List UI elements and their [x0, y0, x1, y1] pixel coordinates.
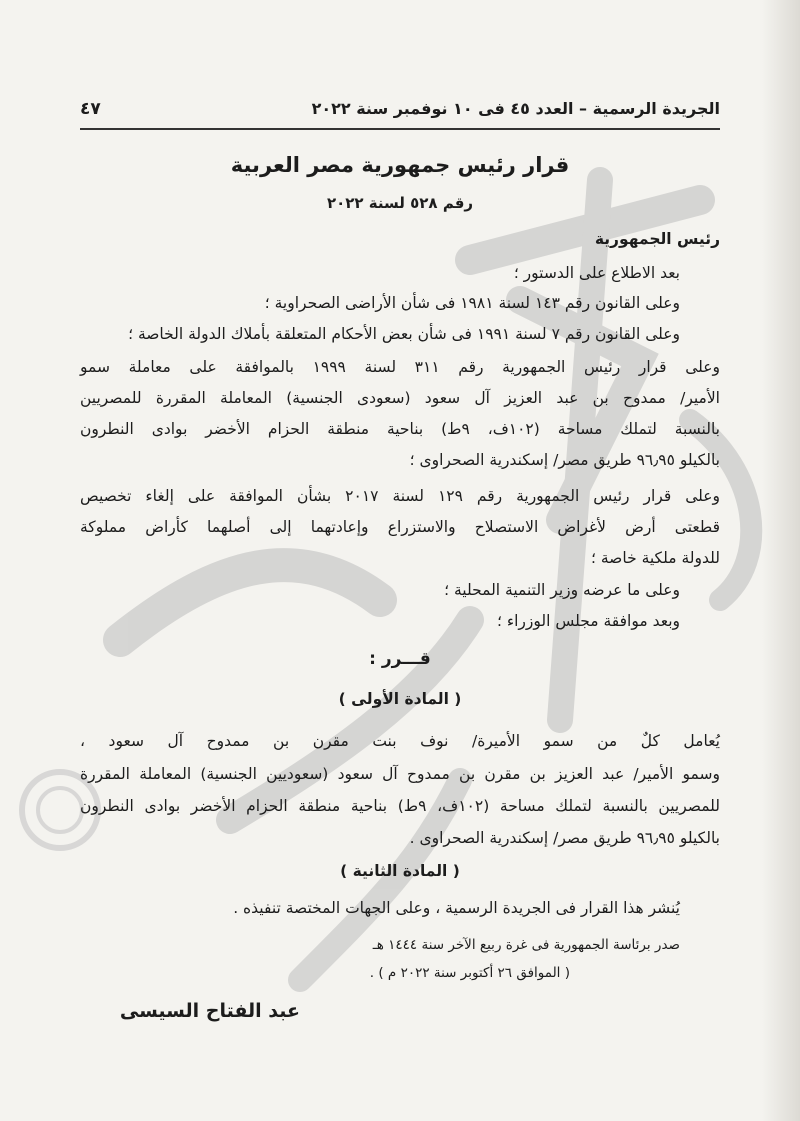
preamble-line: وعلى قرار رئيس الجمهورية رقم ١٢٩ لسنة ٢٠١٧ بشأن الموافقة على إلغاء تخصيص [80, 487, 720, 505]
article-2-heading: ( المادة الثانية ) [340, 862, 460, 880]
preamble-line: وعلى القانون رقم ١٤٣ لسنة ١٩٨١ فى شأن الأراضى الصحراوية ؛ [264, 294, 680, 312]
page-edge-shadow [762, 0, 800, 1121]
header-rule [80, 128, 720, 130]
issued-date-gregorian: ( الموافق ٢٦ أكتوبر سنة ٢٠٢٢ م ) . [369, 965, 570, 981]
preamble-line: وعلى قرار رئيس الجمهورية رقم ٣١١ لسنة ١٩٩٩ بالموافقة على معاملة سمو [80, 358, 720, 376]
preamble-line: قطعتى أرض لأغراض الاستصلاح والاستزراع وإعادتهما إلى أصلهما كأراض مملوكة [80, 518, 720, 536]
preamble-line: بعد الاطلاع على الدستور ؛ [513, 264, 680, 282]
gazette-header-text: الجريدة الرسمية – العدد ٤٥ فى ١٠ نوفمبر سنة ٢٠٢٢ [311, 99, 720, 118]
article-1-line: بالكيلو ٩٦٫٩٥ طريق مصر/ إسكندرية الصحراوى . [409, 829, 720, 847]
article-1-line: وسمو الأمير/ عبد العزيز بن مقرن بن ممدوح آل سعود (سعوديين الجنسية) المعاملة المقررة [80, 765, 720, 783]
decree-title: قرار رئيس جمهورية مصر العربية [230, 153, 570, 177]
preamble-line: للدولة ملكية خاصة ؛ [591, 549, 720, 567]
article-1-heading: ( المادة الأولى ) [338, 690, 462, 708]
preamble-line: وعلى ما عرضه وزير التنمية المحلية ؛ [444, 581, 680, 599]
document-page [80, 0, 720, 1121]
preamble-line: بالكيلو ٩٦٫٩٥ طريق مصر/ إسكندرية الصحراوى ؛ [409, 451, 720, 469]
decree-number: رقم ٥٢٨ لسنة ٢٠٢٢ [326, 194, 474, 212]
preamble-line: وعلى القانون رقم ٧ لسنة ١٩٩١ فى شأن بعض الأحكام المتعلقة بأملاك الدولة الخاصة ؛ [128, 325, 680, 343]
article-2-line: يُنشر هذا القرار فى الجريدة الرسمية ، وعلى الجهات المختصة تنفيذه . [233, 899, 680, 917]
gazette-header [80, 98, 720, 120]
decision-label: قـــرر : [369, 649, 431, 669]
issuer-label: رئيس الجمهورية [594, 230, 720, 248]
article-1-line: يُعامل كلٌ من سمو الأميرة/ نوف بنت مقرن بن ممدوح آل سعود ، [80, 732, 720, 750]
article-1-line: للمصريين بالنسبة لتملك مساحة (١٠٢ف، ٩ط) بناحية منطقة الحزام الأخضر بوادى النطرون [80, 797, 721, 815]
issued-date-hijri: صدر برئاسة الجمهورية فى غرة ربيع الآخر سنة ١٤٤٤ هـ [372, 937, 680, 953]
preamble-line: بالنسبة لتملك مساحة (١٠٢ف، ٩ط) بناحية منطقة الحزام الأخضر بوادى النطرون [80, 420, 720, 438]
preamble-line: الأمير/ ممدوح بن عبد العزيز آل سعود (سعودى الجنسية) المعاملة المقررة للمصريين [80, 389, 720, 407]
preamble-line: وبعد موافقة مجلس الوزراء ؛ [496, 612, 680, 630]
signature: عبد الفتاح السيسى [119, 1000, 300, 1022]
page-number: ٤٧ [80, 99, 101, 119]
